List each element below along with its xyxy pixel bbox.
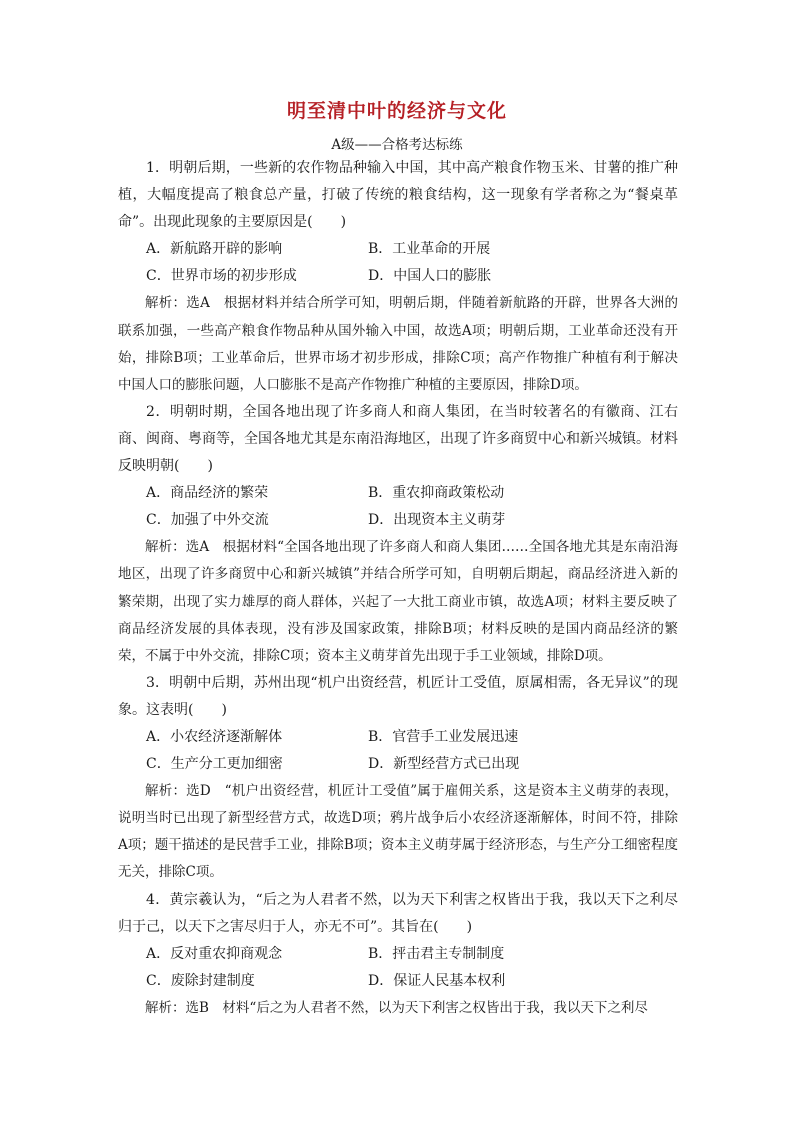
question-2-option-d: D．出现资本主义萌芽 [368,512,506,529]
question-1-option-d: D．中国人口的膨胀 [368,268,492,285]
question-1-analysis: 解析：选A 根据材料并结合所学可知，明朝后期，伴随着新航路的开辟，世界各大洲的联系加强，一些高产粮食作物品种从国外输入中国，故选A项；明朝后期，工业革命还没有开始，排除B项；工业革命后，世界市场才初步形成，排除C项；高产作物推广种植有利于解决中国人口的膨胀问题，人口膨胀不是高产作物推广种植的主要原因，排除D项。 [118,295,678,393]
question-4-option-b: B．抨击君主专制制度 [368,945,505,962]
question-3-option-d: D．新型经营方式已出现 [368,756,520,773]
question-1-option-b: B．工业革命的开展 [368,241,491,258]
question-2-option-a: A．商品经济的繁荣 [146,485,269,502]
document-title: 明至清中叶的经济与文化 [286,100,507,122]
document-body [118,155,678,1022]
question-1-option-c: C．世界市场的初步形成 [146,268,297,285]
question-4-option-a: A．反对重农抑商观念 [146,945,283,962]
question-1-stem: 1．明朝后期，一些新的农作物品种输入中国，其中高产粮食作物玉米、甘薯的推广种植，大幅度提高了粮食总产量，打破了传统的粮食结构，这一现象有学者称之为“餐桌革命”。出现此现象的主要原因是( ) [118,160,678,231]
question-4-analysis: 解析：选B 材料“后之为人君者不然，以为天下利害之权皆出于我，我以天下之利尽 [145,999,648,1016]
question-1-option-a: A．新航路开辟的影响 [146,241,283,258]
document-subtitle: A级——合格考达标练 [331,137,463,153]
question-3-option-c: C．生产分工更加细密 [146,756,283,773]
question-4-stem: 4．黄宗羲认为，“后之为人君者不然，以为天下利害之权皆出于我，我以天下之利尽归于己，以天下之害尽归于人，亦无不可”。其旨在( ) [118,891,678,935]
question-2-options-row-2 [118,507,678,534]
question-2-stem: 2．明朝时期，全国各地出现了许多商人和商人集团，在当时较著名的有徽商、江右商、闽商、粤商等，全国各地尤其是东南沿海地区，出现了许多商贸中心和新兴城镇。材料反映明朝( ) [118,403,678,475]
question-3-stem: 3．明朝中后期，苏州出现“机户出资经营，机匠计工受值，原属相需，各无异议”的现象。这表明( ) [118,674,678,718]
question-2-options-row-1 [118,480,678,507]
question-3-option-b: B．官营手工业发展迅速 [368,728,519,745]
question-1-options-row-2 [118,263,678,290]
question-4-option-d: D．保证人民基本权利 [368,972,506,989]
question-4-option-c: C．废除封建制度 [146,972,255,989]
question-1-options-row-1 [118,236,678,263]
question-3-options-row-2 [118,751,678,778]
question-2-analysis: 解析：选A 根据材料“全国各地出现了许多商人和商人集团……全国各地尤其是东南沿海地区，出现了许多商贸中心和新兴城镇”并结合所学可知，自明朝后期起，商品经济进入新的繁荣期，出现了实力雄厚的商人群体，兴起了一大批工商业市镇，故选A项；材料主要反映了商品经济发展的具体表现，没有涉及国家政策，排除B项；材料反映的是国内商品经济的繁荣，不属于中外交流，排除C项；资本主义萌芽首先出现于手工业领域，排除D项。 [118,539,678,664]
question-2-option-b: B．重农抑商政策松动 [368,485,505,502]
question-3-options-row-1 [118,724,678,751]
question-4-options-row-1 [118,941,678,968]
question-3-option-a: A．小农经济逐渐解体 [146,728,283,745]
question-3-analysis: 解析：选D “机户出资经营，机匠计工受值”属于雇佣关系，这是资本主义萌芽的表现，说明当时已出现了新型经营方式，故选D项；鸦片战争后小农经济逐渐解体，时间不符，排除A项；题干描述的是民营手工业，排除B项；资本主义萌芽属于经济形态，与生产分工细密程度无关，排除C项。 [118,783,678,881]
question-2-option-c: C．加强了中外交流 [146,512,269,529]
question-4-options-row-2 [118,968,678,995]
